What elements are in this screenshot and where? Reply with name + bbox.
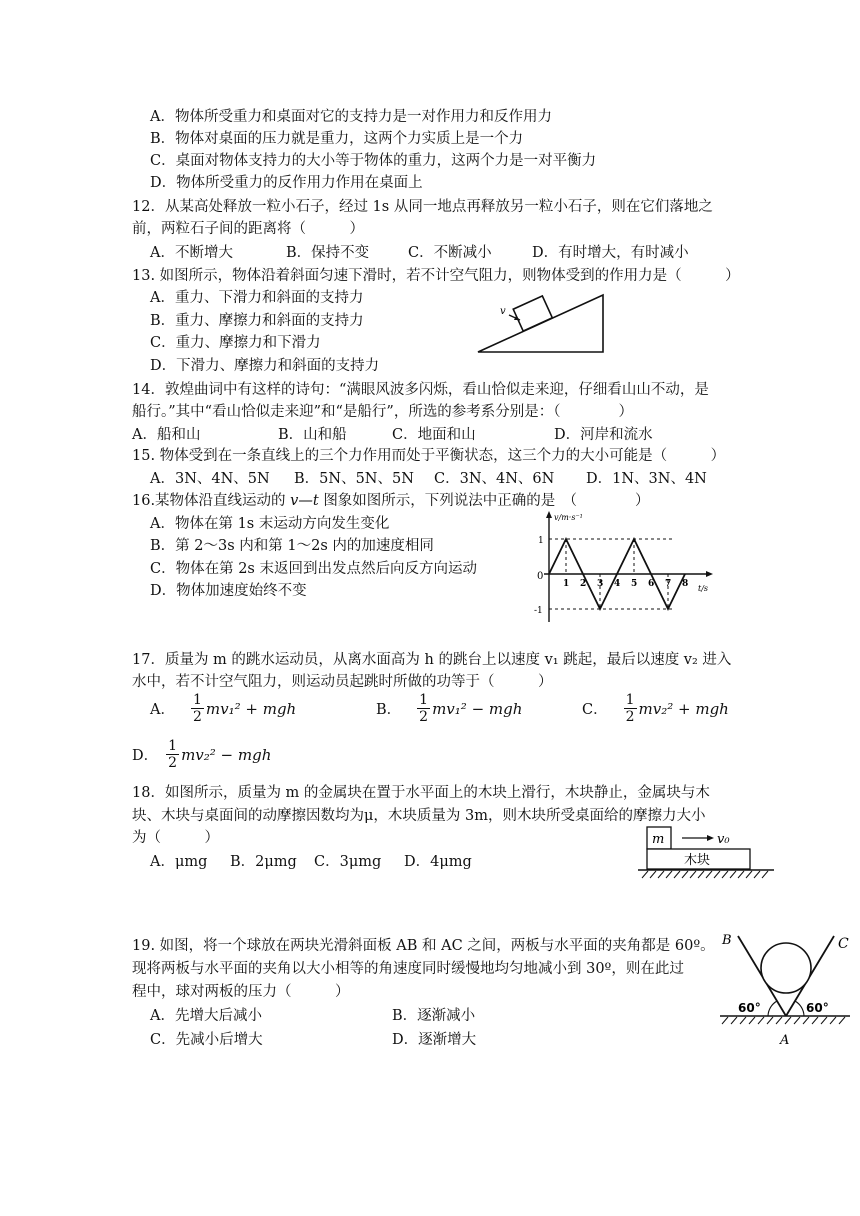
q18-stem-line1: 18．如图所示，质量为 m 的金属块在置于水平面上的木块上滑行，木块静止，金属块与木 [132,785,710,801]
q14-stem-line2: 船行。”其中“看山恰似走来迎”和“是船行”，所选的参考系分别是：（ ） [132,404,634,420]
q12-stem-line2: 前，两粒石子间的距离将（ ） [132,221,364,237]
q18-metal-label: m [652,832,665,847]
q17-stem-line2: 水中，若不计空气阻力，则运动员起跳时所做的功等于（ ） [132,674,553,690]
q16-ytick-neg1: -1 [534,606,543,616]
q18-stem-line3: 为（ ） [132,830,219,846]
q19-option-d: D．逐渐增大 [392,1032,477,1048]
q16-xtick-7: 7 [665,579,672,589]
q11-option-b: B．物体对桌面的压力就是重力，这两个力实质上是一个力 [150,131,524,147]
q13-stem: 13. 如图所示，物体沿着斜面匀速下滑时，若不计空气阻力，则物体受到的作用力是（ ） [132,268,740,284]
q13-option-c: C．重力、摩擦力和下滑力 [150,335,321,351]
q16-stem-pre: 16.某物体沿直线运动的 [132,493,286,509]
q16-vt-graph [532,508,717,626]
q16-xtick-3: 3 [597,579,604,589]
q13-option-d: D．下滑力、摩擦力和斜面的支持力 [150,358,380,374]
q12-option-c: C．不断减小 [408,245,492,261]
q19-label-b: B [722,933,732,948]
q11-option-c: C．桌面对物体支持力的大小等于物体的重力，这两个力是一对平衡力 [150,153,597,169]
q16-xtick-6: 6 [648,579,655,589]
q16-option-d: D．物体加速度始终不变 [150,583,307,599]
q15-option-a: A．3N、4N、5N [150,471,270,487]
q11-option-a: A．物体所受重力和桌面对它的支持力是一对作用力和反作用力 [150,109,552,125]
q19-stem-line1: 19. 如图，将一个球放在两块光滑斜面板 AB 和 AC 之间，两板与水平面的夹角都是 60º。 [132,938,715,954]
q18-option-d: D．4μmg [404,854,472,870]
q14-option-c: C．地面和山 [392,427,476,443]
q13-option-b: B．重力、摩擦力和斜面的支持力 [150,313,364,329]
q19-label-a: A [780,1033,790,1048]
q17-option-a: A． $\frac{1}{2}$ mv₁² + mgh [150,692,297,725]
q19-option-b: B．逐渐减小 [392,1008,476,1024]
q16-y-axis-label: v/m·s⁻¹ [554,513,583,522]
q16-xtick-1: 1 [563,579,570,589]
q18-velocity-label: v₀ [717,832,730,847]
q19-option-c: C．先减小后增大 [150,1032,263,1048]
q16-option-c: C．物体在第 2s 末返回到出发点然后向反方向运动 [150,561,477,577]
q15-option-c: C．3N、4N、6N [434,471,555,487]
q14-stem-line1: 14．敦煌曲词中有这样的诗句：“满眼风波多闪烁，看山恰似走来迎，仔细看山山不动，是 [132,382,709,398]
q19-option-a: A．先增大后减小 [150,1008,262,1024]
q16-stem-var: v—t [290,493,319,509]
q13-incline-figure [476,285,606,355]
q12-option-d: D．有时增大，有时减小 [532,245,689,261]
q15-stem: 15. 物体受到在一条直线上的三个力作用而处于平衡状态，这三个力的大小可能是（ ） [132,448,726,464]
q14-option-b: B．山和船 [278,427,347,443]
q12-stem-line1: 12．从某高处释放一粒小石子，经过 1s 从同一地点再释放另一粒小石子，则在它们落地之 [132,199,713,215]
q17-option-d: D． $\frac{1}{2}$ mv₂² − mgh [132,738,272,771]
q19-ball [761,943,811,993]
q16-x-axis-label: t/s [698,584,709,593]
q19-stem-line2: 现将两板与水平面的夹角以大小相等的角速度同时缓慢地均匀地减小到 30º，则在此过 [132,961,684,977]
q19-angle-left: 60° [738,1001,761,1015]
q12-option-b: B．保持不变 [286,245,370,261]
q15-option-b: B．5N、5N、5N [294,471,414,487]
q17-stem-line1: 17．质量为 m 的跳水运动员，从离水面高为 h 的跳台上以速度 v₁ 跳起，最后以速度 v₂ 进入 [132,652,732,668]
q16-xtick-2: 2 [580,579,587,589]
q13-option-a: A．重力、下滑力和斜面的支持力 [150,290,364,306]
q14-option-a: A．船和山 [132,427,201,443]
q16-origin-label: 0 [537,571,544,582]
q18-wood-label: 木块 [684,853,711,868]
q17-option-c: C． $\frac{1}{2}$ mv₂² + mgh [582,692,729,725]
q17-option-b: B． $\frac{1}{2}$ mv₁² − mgh [376,692,523,725]
q18-option-c: C．3μmg [314,854,382,870]
q16-xtick-8: 8 [682,579,689,589]
q19-stem-line3: 程中，球对两板的压力（ ） [132,984,350,1000]
q16-xtick-5: 5 [631,579,638,589]
q19-ball-wedge-figure [716,928,854,1054]
q18-stem-line2: 块、木块与桌面间的动摩擦因数均为μ，木块质量为 3m，则木块所受桌面给的摩擦力大小 [132,808,706,824]
q13-velocity-label: v [500,306,506,317]
q11-option-d: D．物体所受重力的反作用力作用在桌面上 [150,175,423,191]
q18-block-figure [638,826,778,884]
q16-stem-post: 图象如图所示，下列说法中正确的是 （ ） [323,493,650,509]
q16-option-b: B．第 2～3s 内和第 1～2s 内的加速度相同 [150,538,434,554]
q19-label-c: C [838,936,849,952]
q16-option-a: A．物体在第 1s 末运动方向发生变化 [150,516,390,532]
q14-option-d: D．河岸和流水 [554,427,653,443]
q18-option-b: B．2μmg [230,854,297,870]
q19-angle-right: 60° [806,1001,829,1015]
q12-option-a: A．不断增大 [150,245,233,261]
q16-xtick-4: 4 [614,579,621,589]
q15-option-d: D．1N、3N、4N [586,471,707,487]
q18-option-a: A．μmg [150,854,208,870]
q16-ytick-1: 1 [538,536,544,546]
